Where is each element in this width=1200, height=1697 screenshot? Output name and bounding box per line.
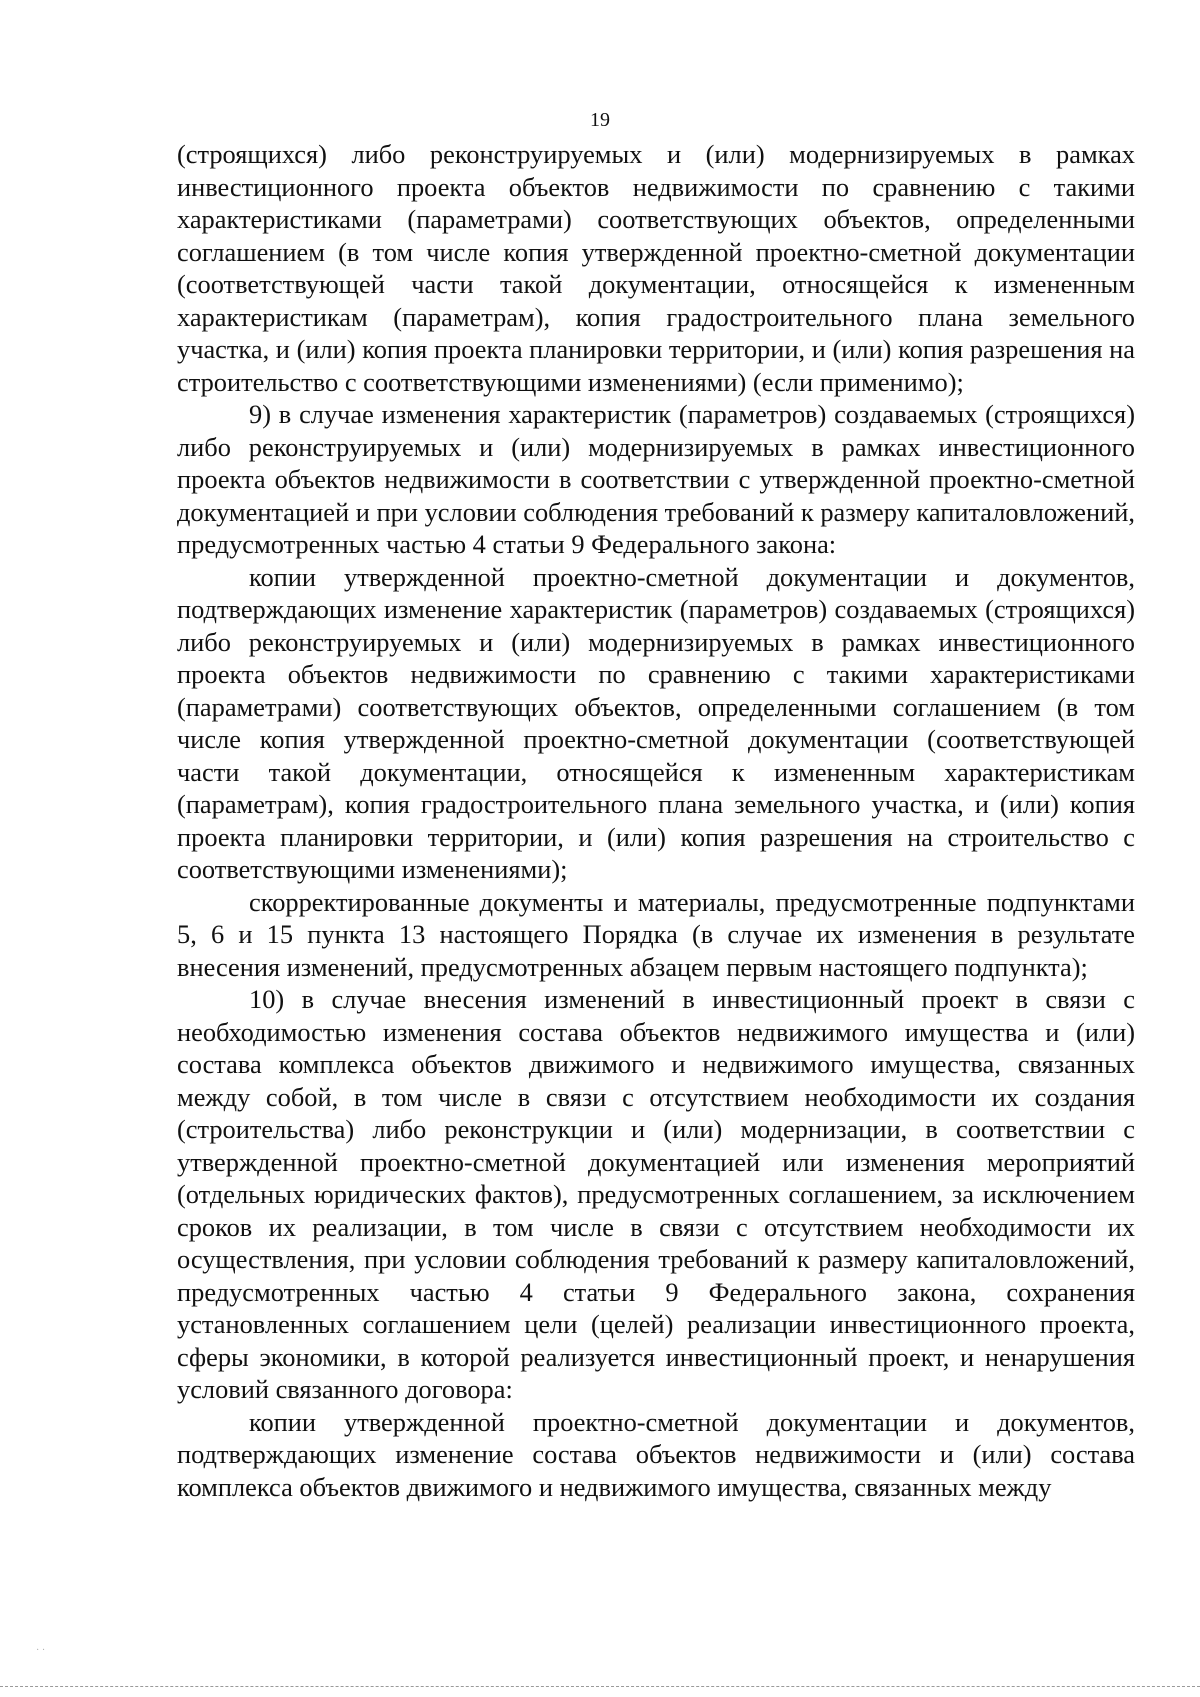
paragraph-item-9: 9) в случае изменения характеристик (параметров) создаваемых (строящихся) либо реконструируемых и (или) модернизируемых в рамках инвестиционного проекта объектов недвижимости в соответствии с утвержденной проектно-сметной документацией и при условии соблюдения требований к размеру капиталовложений, предусмотренных частью 4 статьи 9 Федерального закона: [177,399,1135,559]
document-body [177,138,1135,1503]
paragraph-continuation: (строящихся) либо реконструируемых и (или) модернизируемых в рамках инвестиционного проекта объектов недвижимости по сравнению с такими характеристиками (параметрами) соответствующих объектов, определенными соглашением (в том числе копия утвержденной проектно-сметной документации (соответствующей части такой документации, относящейся к измененным характеристикам (параметрам), копия градостроительного плана земельного участка, и (или) копия проекта планировки территории, и (или) копия разрешения на строительство с соответствующими изменениями) (если применимо); [177,139,1135,397]
paragraph-item-9-copies: копии утвержденной проектно-сметной документации и документов, подтверждающих изменение характеристик (параметров) создаваемых (строящихся) либо реконструируемых и (или) модернизируемых в рамках инвестиционного проекта объектов недвижимости по сравнению с такими характеристиками (параметрами) соответствующих объектов, определенными соглашением (в том числе копия утвержденной проектно-сметной документации (соответствующей части такой документации, относящейся к измененным характеристикам (параметрам), копия градостроительного плана земельного участка, и (или) копия проекта планировки территории, и (или) копия разрешения на строительство с соответствующими изменениями); [177,561,1135,884]
scan-bottom-edge [0,1686,1200,1687]
page-number: 19 [590,109,610,131]
paragraph-item-10: 10) в случае внесения изменений в инвестиционный проект в связи с необходимостью изменения состава объектов недвижимого имущества и (или) состава комплекса объектов движимого и недвижимого имущества, связанных между собой, в том числе в связи с отсутствием необходимости их создания (строительства) либо реконструкции и (или) модернизации, в соответствии с утвержденной проектно-сметной документацией или изменения мероприятий (отдельных юридических фактов), предусмотренных соглашением, за исключением сроков их реализации, в том числе в связи с отсутствием необходимости их осуществления, при условии соблюдения требований к размеру капиталовложений, предусмотренных частью 4 статьи 9 Федерального закона, сохранения установленных соглашением цели (целей) реализации инвестиционного проекта, сферы экономики, в которой реализуется инвестиционный проект, и ненарушения условий связанного договора: [177,984,1135,1404]
paragraph-item-10-copies: копии утвержденной проектно-сметной документации и документов, подтверждающих изменение состава объектов недвижимости и (или) состава комплекса объектов движимого и недвижимого имущества, связанных между [177,1406,1135,1502]
paragraph-item-9-corrected-docs: скорректированные документы и материалы, предусмотренные подпунктами 5, 6 и 15 пункта 13 настоящего Порядка (в случае их изменения в результате внесения изменений, предусмотренных абзацем первым настоящего подпункта); [177,886,1135,982]
scan-specks: · · [36,1645,46,1656]
